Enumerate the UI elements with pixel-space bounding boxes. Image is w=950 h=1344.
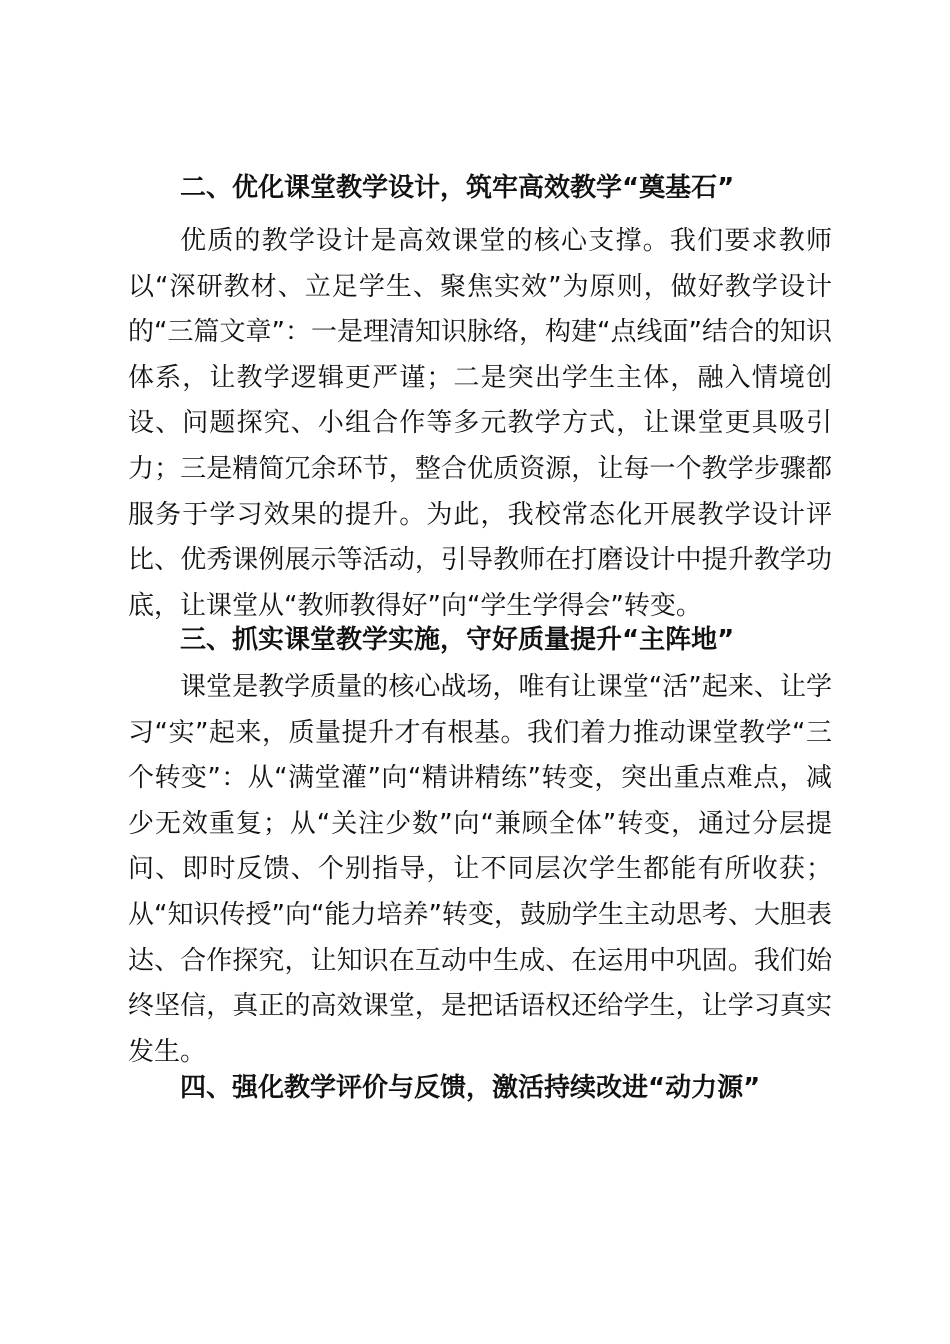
section-three-paragraph: 课堂是教学质量的核心战场，唯有让课堂“活”起来、让学习“实”起来，质量提升才有根基。我们着力推动课堂教学“三个转变”：从“满堂灌”向“精讲精练”转变，突出重点难点，减少无效重复；从“关注少数”向“兼顾全体”转变，通过分层提问、即时反馈、个别指导，让不同层次学生都能有所收获；从“知识传授”向“能力培养”转变，鼓励学生主动思考、大胆表达、合作探究，让知识在互动中生成、在运用中巩固。我们始终坚信，真正的高效课堂，是把话语权还给学生，让学习真实发生。	[128, 672, 832, 1067]
section-two-heading: 二、优化课堂教学设计，筑牢高效教学“奠基石”	[180, 173, 735, 203]
section-four-heading: 四、强化教学评价与反馈，激活持续改进“动力源”	[180, 1073, 761, 1103]
section-two-paragraph: 优质的教学设计是高效课堂的核心支撑。我们要求教师以“深研教材、立足学生、聚焦实效”为原则，做好教学设计的“三篇文章”：一是理清知识脉络，构建“点线面”结合的知识体系，让教学逻辑更严谨；二是突出学生主体，融入情境创设、问题探究、小组合作等多元教学方式，让课堂更具吸引力；三是精简冗余环节，整合优质资源，让每一个教学步骤都服务于学习效果的提升。为此，我校常态化开展教学设计评比、优秀课例展示等活动，引导教师在打磨设计中提升教学功底，让课堂从“教师教得好”向“学生学得会”转变。	[128, 226, 832, 621]
section-three-heading: 三、抓实课堂教学实施，守好质量提升“主阵地”	[180, 625, 735, 655]
